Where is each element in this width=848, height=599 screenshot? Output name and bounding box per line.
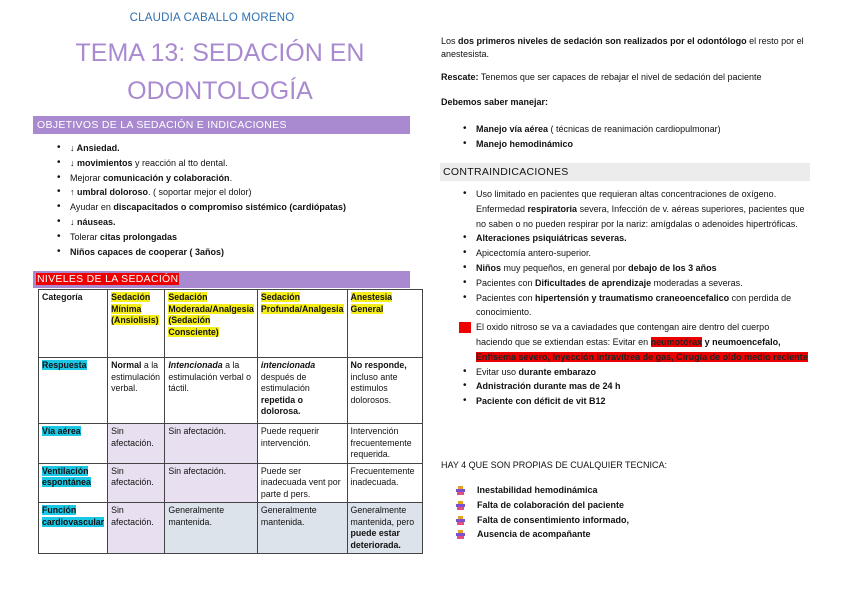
table-cell: Sin afectación. bbox=[165, 463, 258, 503]
table-cell: Generalmente mantenida. bbox=[165, 503, 258, 554]
list-item: • ↑ umbral doloroso. ( soportar mejor el dolor) bbox=[52, 185, 412, 200]
table-row bbox=[39, 358, 423, 424]
table-cell: Generalmente mantenida. bbox=[257, 503, 347, 554]
section-contraindicaciones-header: CONTRAINDICACIONES bbox=[440, 163, 810, 181]
page-title bbox=[60, 34, 380, 110]
list-item: • Uso limitado en pacientes que requieran altas concentraciones de oxígeno. Enfermedad respiratoria severa, Infección de v. aéreas superiores, pacientes que no saben o no pueden respirar por la nariz: amígdalas o adenoides hipertróficas. bbox=[458, 187, 808, 231]
section-objetivos-header: OBJETIVOS DE LA SEDACIÓN E INDICACIONES bbox=[33, 116, 410, 134]
table-row bbox=[39, 503, 423, 554]
table-cell: Vía aérea bbox=[39, 424, 108, 464]
table-cell: Función cardiovascular bbox=[39, 503, 108, 554]
table-cell: Normal a la estimulación verbal. bbox=[108, 358, 165, 424]
table-cell: Ventilación espontánea bbox=[39, 463, 108, 503]
list-item: • Pacientes con hipertensión y traumatismo craneoencefalico con perdida de conocimiento. bbox=[458, 291, 808, 321]
list-item: • Ayudar en discapacitados o compromiso sistémico (cardiópatas) bbox=[52, 200, 412, 215]
paragraph: Debemos saber manejar: bbox=[441, 97, 549, 107]
list-item: El oxido nitroso se va a caviadades que contengan aire dentro del cuerpo haciendo que se extiendan estas: Evitar en neumotórax y neumoencefalo, Enfisema severo, Inyección intravítrea de gas, Cirugía de oído medio reciente bbox=[458, 320, 808, 364]
list-item: • Manejo hemodinámico bbox=[458, 137, 808, 152]
list-item: • ↓ náuseas. bbox=[52, 215, 412, 230]
paragraph: Rescate: Tenemos que ser capaces de rebajar el nivel de sedación del paciente bbox=[441, 72, 762, 82]
table-row bbox=[39, 424, 423, 464]
stack-icon bbox=[456, 530, 465, 539]
table-cell: Puede ser inadecuada vent por parte d pers. bbox=[257, 463, 347, 503]
stack-icon bbox=[456, 486, 465, 495]
table-cell: Intencionada a la estimulación verbal o táctil. bbox=[165, 358, 258, 424]
manejo-list bbox=[458, 122, 808, 152]
table-cell: Generalmente mantenida, pero puede estar deteriorada. bbox=[347, 503, 422, 554]
table-cell: Puede requerir intervención. bbox=[257, 424, 347, 464]
table-cell: No responde, incluso ante estimulos dolorosos. bbox=[347, 358, 422, 424]
hay-list bbox=[452, 483, 802, 542]
list-item: • Manejo vía aérea ( técnicas de reanimación cardiopulmonar) bbox=[458, 122, 808, 137]
list-item: • Paciente con déficit de vit B12 bbox=[458, 394, 808, 409]
intro-text bbox=[441, 35, 811, 109]
list-item: • Mejorar comunicación y colaboración. bbox=[52, 171, 412, 186]
table-cell: Anestesia General bbox=[347, 290, 422, 358]
objetivos-list bbox=[52, 141, 412, 259]
table-cell: Sedación Profunda/Analgesia bbox=[257, 290, 347, 358]
list-item: • ↓ Ansiedad. bbox=[52, 141, 412, 156]
list-item: Inestabilidad hemodinámica bbox=[452, 483, 802, 498]
section-niveles-header: NIVELES DE LA SEDACIÓN bbox=[33, 271, 410, 288]
table-cell: Frecuentemente inadecuada. bbox=[347, 463, 422, 503]
author-name: CLAUDIA CABALLO MORENO bbox=[129, 12, 295, 24]
stack-icon bbox=[456, 516, 465, 525]
list-item: Falta de consentimiento informado, bbox=[452, 513, 802, 528]
title-line-1: TEMA 13: SEDACIÓN EN bbox=[75, 39, 365, 67]
paragraph: Los dos primeros niveles de sedación son realizados por el odontólogo el resto por el anestesista. bbox=[441, 36, 804, 59]
table-cell: Sedación Moderada/Analgesia (Sedación Consciente) bbox=[165, 290, 258, 358]
list-item: • Evitar uso durante embarazo bbox=[458, 365, 808, 380]
table-header-row bbox=[39, 290, 423, 358]
list-item: • Niños muy pequeños, en general por debajo de los 3 años bbox=[458, 261, 808, 276]
contraindicaciones-list bbox=[458, 187, 808, 409]
list-item: • ↓ movimientos y reacción al tto dental. bbox=[52, 156, 412, 171]
hay-title: HAY 4 QUE SON PROPIAS DE CUALQUIER TECNICA: bbox=[441, 460, 668, 470]
list-item: • Apicectomía antero-superior. bbox=[458, 246, 808, 261]
list-item: • Alteraciones psiquiátricas severas. bbox=[458, 231, 808, 246]
table-cell: Sin afectación. bbox=[108, 463, 165, 503]
list-item: • Pacientes con Dificultades de aprendizaje moderadas a severas. bbox=[458, 276, 808, 291]
list-item: • Niños capaces de cooperar ( 3años) bbox=[52, 245, 412, 260]
list-item: • Tolerar citas prolongadas bbox=[52, 230, 412, 245]
list-item: Ausencia de acompañante bbox=[452, 527, 802, 542]
list-item: Falta de colaboración del paciente bbox=[452, 498, 802, 513]
title-line-2: ODONTOLOGÍA bbox=[127, 77, 313, 105]
table-cell: Sin afectación. bbox=[108, 424, 165, 464]
table-cell: intencionada después de estimulación repetida o dolorosa. bbox=[257, 358, 347, 424]
stack-icon bbox=[456, 501, 465, 510]
table-cell: Respuesta bbox=[39, 358, 108, 424]
table-cell: Intervención frecuentemente requerida. bbox=[347, 424, 422, 464]
table-row bbox=[39, 463, 423, 503]
table-cell: Categoría bbox=[39, 290, 108, 358]
sedation-levels-table bbox=[38, 289, 423, 554]
table-cell: Sedación Mínima (Ansiolisis) bbox=[108, 290, 165, 358]
list-item: • Adnistración durante mas de 24 h bbox=[458, 379, 808, 394]
table-cell: Sin afectación. bbox=[165, 424, 258, 464]
table-cell: Sin afectación. bbox=[108, 503, 165, 554]
